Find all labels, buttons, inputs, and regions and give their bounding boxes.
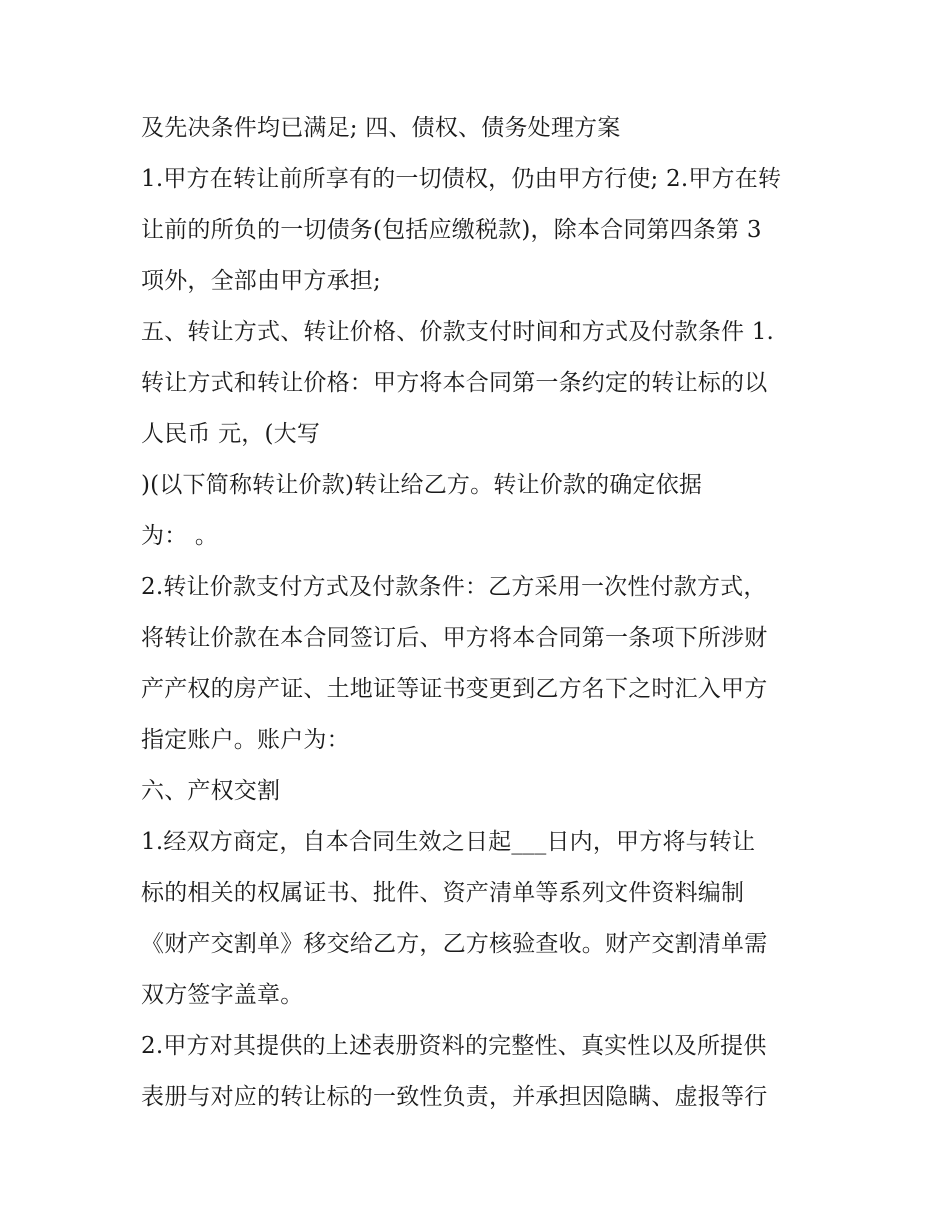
- text-line: 人民币 元，(大写: [141, 421, 321, 447]
- text-line: 让前的所负的一切债务(包括应缴税款)，除本合同第四条第 3: [141, 217, 762, 243]
- text-line: 《财产交割单》移交给乙方，乙方核验查收。财产交割清单需: [141, 931, 768, 957]
- text-line: 标的相关的权属证书、批件、资产清单等系列文件资料编制: [141, 880, 745, 906]
- text-line: 表册与对应的转让标的一致性负责，并承担因隐瞒、虚报等行: [141, 1084, 768, 1110]
- text-line: 双方签字盖章。: [141, 982, 304, 1008]
- text-line: 1.甲方在转让前所享有的一切债权，仍由甲方行使; 2.甲方在转: [141, 166, 782, 192]
- section-heading: 六、产权交割: [141, 778, 281, 804]
- text-line: 2.甲方对其提供的上述表册资料的完整性、真实性以及所提供: [141, 1033, 767, 1059]
- text-line: 五、转让方式、转让价格、价款支付时间和方式及付款条件 1.: [141, 319, 775, 345]
- document-body: [141, 103, 821, 1123]
- text-line: 项外，全部由甲方承担;: [141, 268, 381, 294]
- text-line: 将转让价款在本合同签订后、甲方将本合同第一条项下所涉财: [141, 625, 768, 651]
- text-line: 及先决条件均已满足; 四、债权、债务处理方案: [141, 115, 621, 141]
- text-line: 指定账户。账户为：: [141, 727, 350, 753]
- text-line: 产产权的房产证、土地证等证书变更到乙方名下之时汇入甲方: [141, 676, 768, 702]
- text-line: 2.转让价款支付方式及付款条件：乙方采用一次性付款方式，: [141, 574, 767, 600]
- text-line: 为： 。: [141, 523, 219, 549]
- text-line: )(以下简称转让价款)转让给乙方。转让价款的确定依据: [141, 472, 703, 498]
- text-line: 转让方式和转让价格：甲方将本合同第一条约定的转让标的以: [141, 370, 768, 396]
- text-line: 1.经双方商定，自本合同生效之日起___日内，甲方将与转让: [141, 829, 756, 855]
